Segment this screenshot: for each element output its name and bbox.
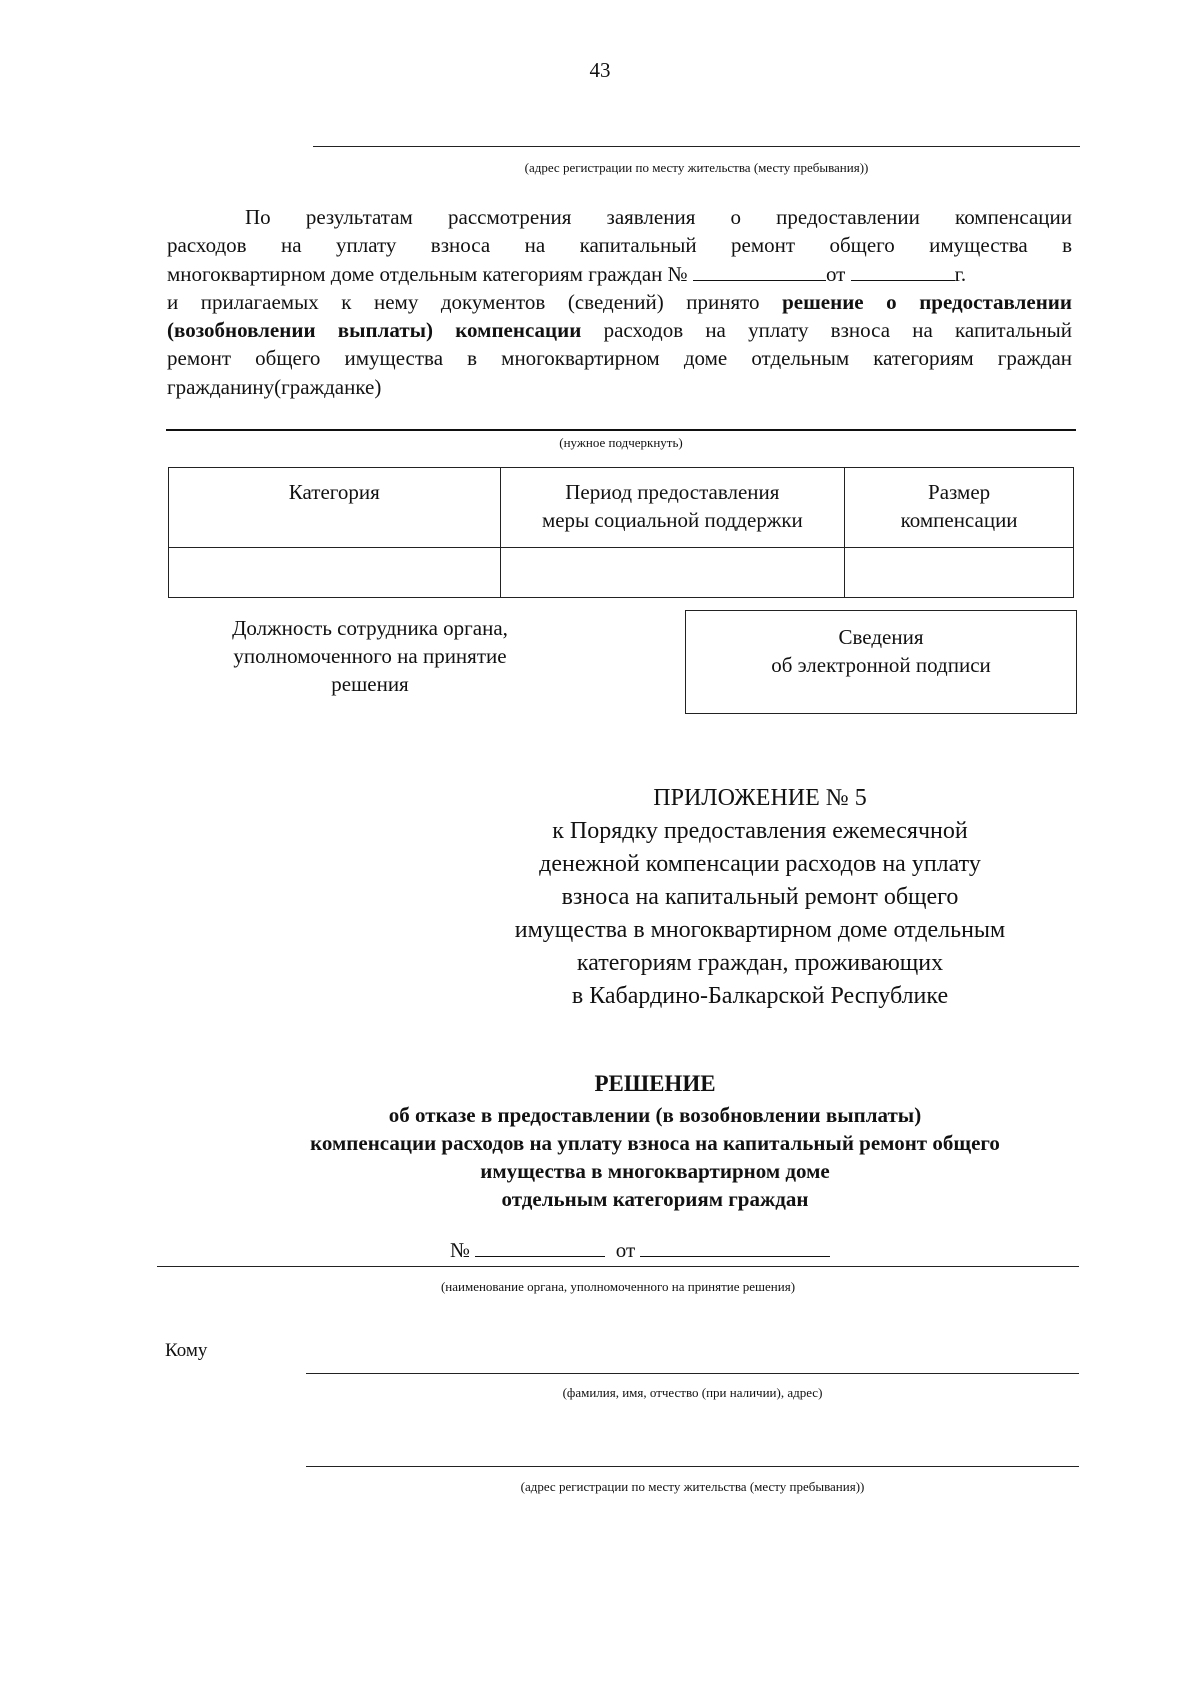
- paragraph-line-6: ремонт общего имущества в многоквартирном доме отдельным категориям граждан: [167, 346, 1072, 371]
- appendix-header: [440, 782, 1080, 1013]
- electronic-signature-box: [685, 610, 1077, 714]
- decision-subtitle-line: имущества в многоквартирном доме: [480, 1159, 830, 1183]
- authority-field-line: [157, 1266, 1079, 1267]
- decision-subtitle-line: компенсации расходов на уплату взноса на капитальный ремонт общего: [310, 1131, 1000, 1155]
- header-amount: Размер компенсации: [845, 468, 1074, 548]
- decision-number-date: [450, 1237, 830, 1263]
- fio-caption: (фамилия, имя, отчество (при наличии), адрес): [562, 1385, 823, 1400]
- paragraph-line-3-text: многоквартирном доме отдельным категориям граждан №: [167, 261, 688, 286]
- period-cell[interactable]: [500, 548, 845, 598]
- decision-heading: [150, 1070, 1160, 1213]
- official-position: [200, 614, 540, 698]
- underline-caption: (нужное подчеркнуть): [559, 435, 683, 450]
- address-caption-top: (адрес регистрации по месту жительства (месту пребывания)): [524, 160, 869, 175]
- paragraph-from-label: от: [825, 261, 846, 286]
- appendix-line: денежной компенсации расходов на уплату: [539, 851, 981, 877]
- bottom-address-line: [306, 1466, 1079, 1467]
- decision-paragraph: [167, 203, 1072, 401]
- table-row: [169, 548, 1074, 598]
- address-field-line: [313, 146, 1080, 147]
- official-position-line-1: Должность сотрудника органа,: [232, 616, 508, 640]
- number-label: №: [450, 1238, 471, 1262]
- paragraph-line-1: По результатам рассмотрения заявления о предоставлении компенсации: [245, 205, 1072, 229]
- decision-title: РЕШЕНИЕ: [594, 1071, 716, 1096]
- header-period: Период предоставления меры социальной поддержки: [500, 468, 845, 548]
- paragraph-line-5-text: расходов на уплату взноса на капитальный: [603, 318, 1072, 343]
- decision-date-blank[interactable]: [640, 1237, 830, 1257]
- appendix-line: взноса на капитальный ремонт общего: [561, 884, 959, 910]
- header-category: Категория: [169, 468, 501, 548]
- recipient-name-line: [306, 1373, 1079, 1374]
- compensation-table: [168, 467, 1074, 598]
- paragraph-line-5: [167, 316, 1072, 344]
- date-from-label: от: [615, 1238, 636, 1262]
- official-position-line-3: решения: [331, 672, 409, 696]
- application-number-blank: [693, 261, 826, 281]
- paragraph-line-5-bold: (возобновлении выплаты) компенсации: [167, 318, 582, 343]
- appendix-line: в Кабардино-Балкарской Республике: [571, 983, 949, 1009]
- appendix-line: категориям граждан, проживающих: [576, 950, 944, 976]
- page-number: 43: [589, 58, 611, 82]
- address-caption-bottom: (адрес регистрации по месту жительства (месту пребывания)): [520, 1479, 865, 1494]
- table-header-row: [169, 468, 1074, 548]
- signature-box-line-2: об электронной подписи: [771, 653, 991, 677]
- appendix-title: ПРИЛОЖЕНИЕ № 5: [653, 785, 867, 811]
- signature-box-line-1: Сведения: [838, 625, 924, 649]
- paragraph-line-2: расходов на уплату взноса на капитальный ремонт общего имущества в: [167, 233, 1072, 258]
- decision-subtitle-line: об отказе в предоставлении (в возобновлении выплаты): [388, 1103, 922, 1127]
- category-cell[interactable]: [169, 548, 501, 598]
- paragraph-line-4-text: и прилагаемых к нему документов (сведений) принято: [167, 289, 760, 314]
- appendix-line: имущества в многоквартирном доме отдельным: [514, 917, 1006, 943]
- paragraph-line-7: гражданину(гражданке): [167, 374, 382, 399]
- official-position-line-2: уполномоченного на принятие: [233, 644, 507, 668]
- decision-subtitle-line: отдельным категориям граждан: [501, 1187, 809, 1211]
- paragraph-line-4-bold: решение о предоставлении: [782, 289, 1072, 314]
- appendix-line: к Порядку предоставления ежемесячной: [552, 818, 968, 844]
- authority-caption: (наименование органа, уполномоченного на принятие решения): [440, 1279, 796, 1294]
- komu-label: Кому: [165, 1340, 208, 1361]
- amount-cell[interactable]: [845, 548, 1074, 598]
- paragraph-line-3: [167, 260, 1072, 288]
- paragraph-year-label: г.: [954, 261, 967, 286]
- recipient-field-line: [166, 429, 1076, 431]
- application-date-blank: [851, 261, 955, 281]
- decision-number-blank[interactable]: [475, 1237, 605, 1257]
- paragraph-line-4: [167, 288, 1072, 316]
